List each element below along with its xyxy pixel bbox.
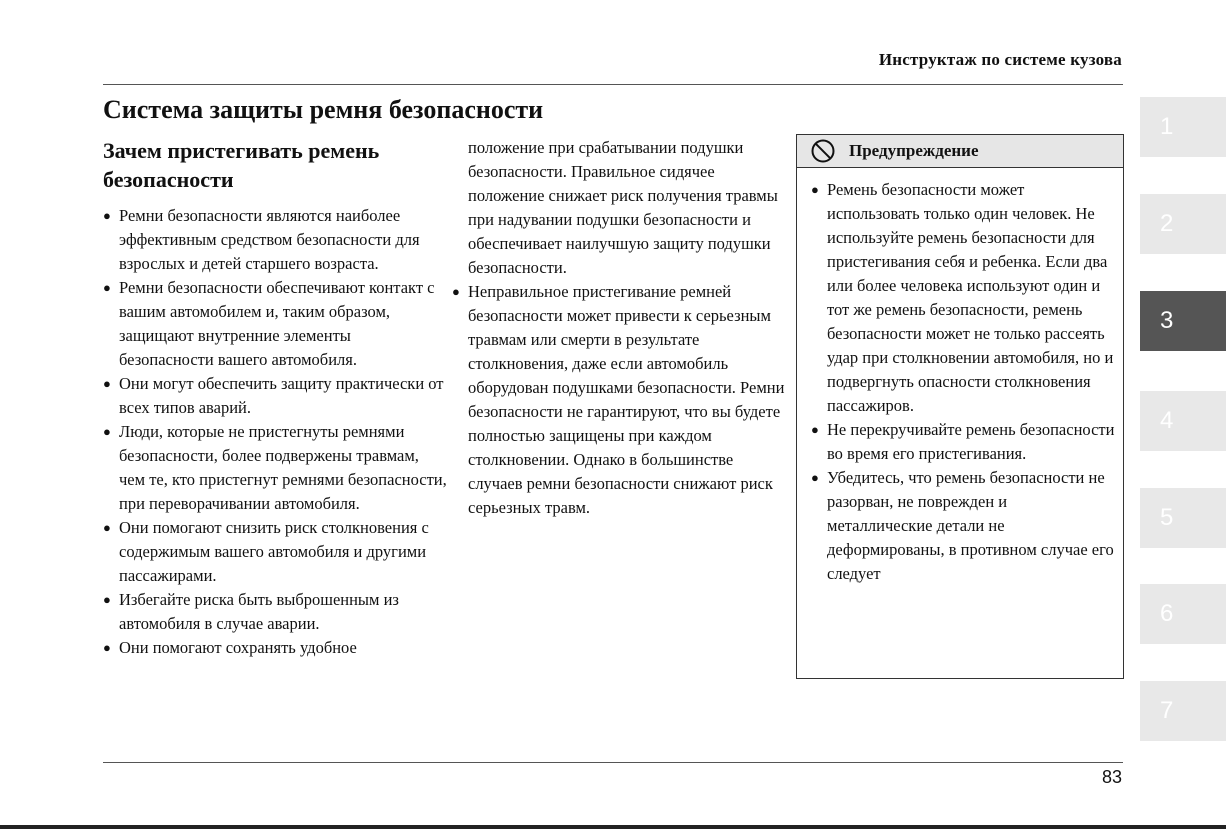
bullet-icon: ● — [452, 284, 460, 299]
chapter-tab-2[interactable]: 2 — [1140, 194, 1226, 254]
column-2 — [452, 136, 787, 520]
list-item: ● Ремень безопасности может использовать только один человек. Не используйте ремень безопасности для пристегивания себя и ребенка. Если два или более человека используют один и тот же ремень безопасности, ремень безопасности может не только рассеять удар при столкновении автомобиля, но и подвергнуть опасности столкновения пассажиров. — [811, 180, 1114, 415]
page-number: 83 — [1101, 767, 1122, 787]
prohibition-icon — [811, 139, 835, 163]
warning-header — [797, 135, 1123, 168]
bullet-icon: ● — [103, 376, 111, 391]
list-item: ● Убедитесь, что ремень безопасности не разорван, не поврежден и металлические детали не деформированы, в противном случае его следует — [811, 468, 1114, 583]
list-item: ● Они могут обеспечить защиту практически от всех типов аварий. — [103, 374, 444, 417]
bullet-icon: ● — [103, 208, 111, 223]
list-item: ● Они помогают сохранять удобное — [103, 636, 448, 660]
list-item: ● Избегайте риска быть выброшенным из автомобиля в случае аварии. — [103, 590, 399, 633]
bullet-list-col1 — [103, 204, 448, 660]
section-heading: Зачем пристегивать ремень безопасности — [103, 138, 380, 192]
bullet-icon: ● — [811, 470, 819, 485]
list-item: ● Не перекручивайте ремень безопасности во время его пристегивания. — [811, 420, 1115, 463]
bottom-border — [0, 825, 1226, 829]
chapter-tab-4[interactable]: 4 — [1140, 391, 1226, 451]
bullet-icon: ● — [103, 424, 111, 439]
list-item: ● Люди, которые не пристегнуты ремнями безопасности, более подвержены травмам, чем те, кто пристегнут ремнями безопасности, при переворачивании автомобиля. — [103, 422, 447, 513]
bullet-icon: ● — [103, 640, 111, 655]
column-1 — [103, 136, 448, 660]
chapter-tab-1[interactable]: 1 — [1140, 97, 1226, 157]
warning-box — [796, 134, 1124, 679]
chapter-tab-3[interactable]: 3 — [1140, 291, 1226, 351]
list-item: ● Они помогают снизить риск столкновения с содержимым вашего автомобиля и другими пассажирами. — [103, 518, 429, 585]
chapter-tab-7[interactable]: 7 — [1140, 681, 1226, 741]
footer-rule — [103, 762, 1123, 763]
bullet-icon: ● — [811, 182, 819, 197]
bullet-list-col2 — [452, 280, 787, 520]
bullet-icon: ● — [103, 520, 111, 535]
continued-paragraph: положение при срабатывании подушки безопасности. Правильное сидячее положение снижает риск получения травмы при надувании подушки безопасности и обеспечивает наилучшую защиту подушки безопасности. — [468, 138, 778, 277]
chapter-tab-5[interactable]: 5 — [1140, 488, 1226, 548]
page-title: Система защиты ремня безопасности — [103, 95, 544, 124]
bullet-icon: ● — [103, 280, 111, 295]
chapter-tab-6[interactable]: 6 — [1140, 584, 1226, 644]
running-header: Инструктаж по системе кузова — [878, 50, 1122, 69]
bullet-icon: ● — [103, 592, 111, 607]
chapter-tabs — [1140, 0, 1226, 829]
warning-body — [797, 168, 1123, 586]
warning-list — [811, 178, 1115, 586]
list-item: ● Ремни безопасности являются наиболее эффективным средством безопасности для взрослых и детей старшего возраста. — [103, 206, 420, 273]
warning-label: Предупреждение — [849, 141, 979, 160]
bullet-icon: ● — [811, 422, 819, 437]
header-rule — [103, 84, 1123, 85]
list-item: ● Ремни безопасности обеспечивают контакт с вашим автомобилем и, таким образом, защищают внутренние элементы безопасности вашего автомобиля. — [103, 278, 435, 369]
list-item: ● Неправильное пристегивание ремней безопасности может привести к серьезным травмам или смерти в результате столкновения, даже если автомобиль оборудован подушками безопасности. Ремни безопасности не гарантируют, что вы будете полностью защищены при каждом столкновении. Однако в большинстве случаев ремни безопасности снижают риск серьезных травм. — [452, 282, 785, 517]
